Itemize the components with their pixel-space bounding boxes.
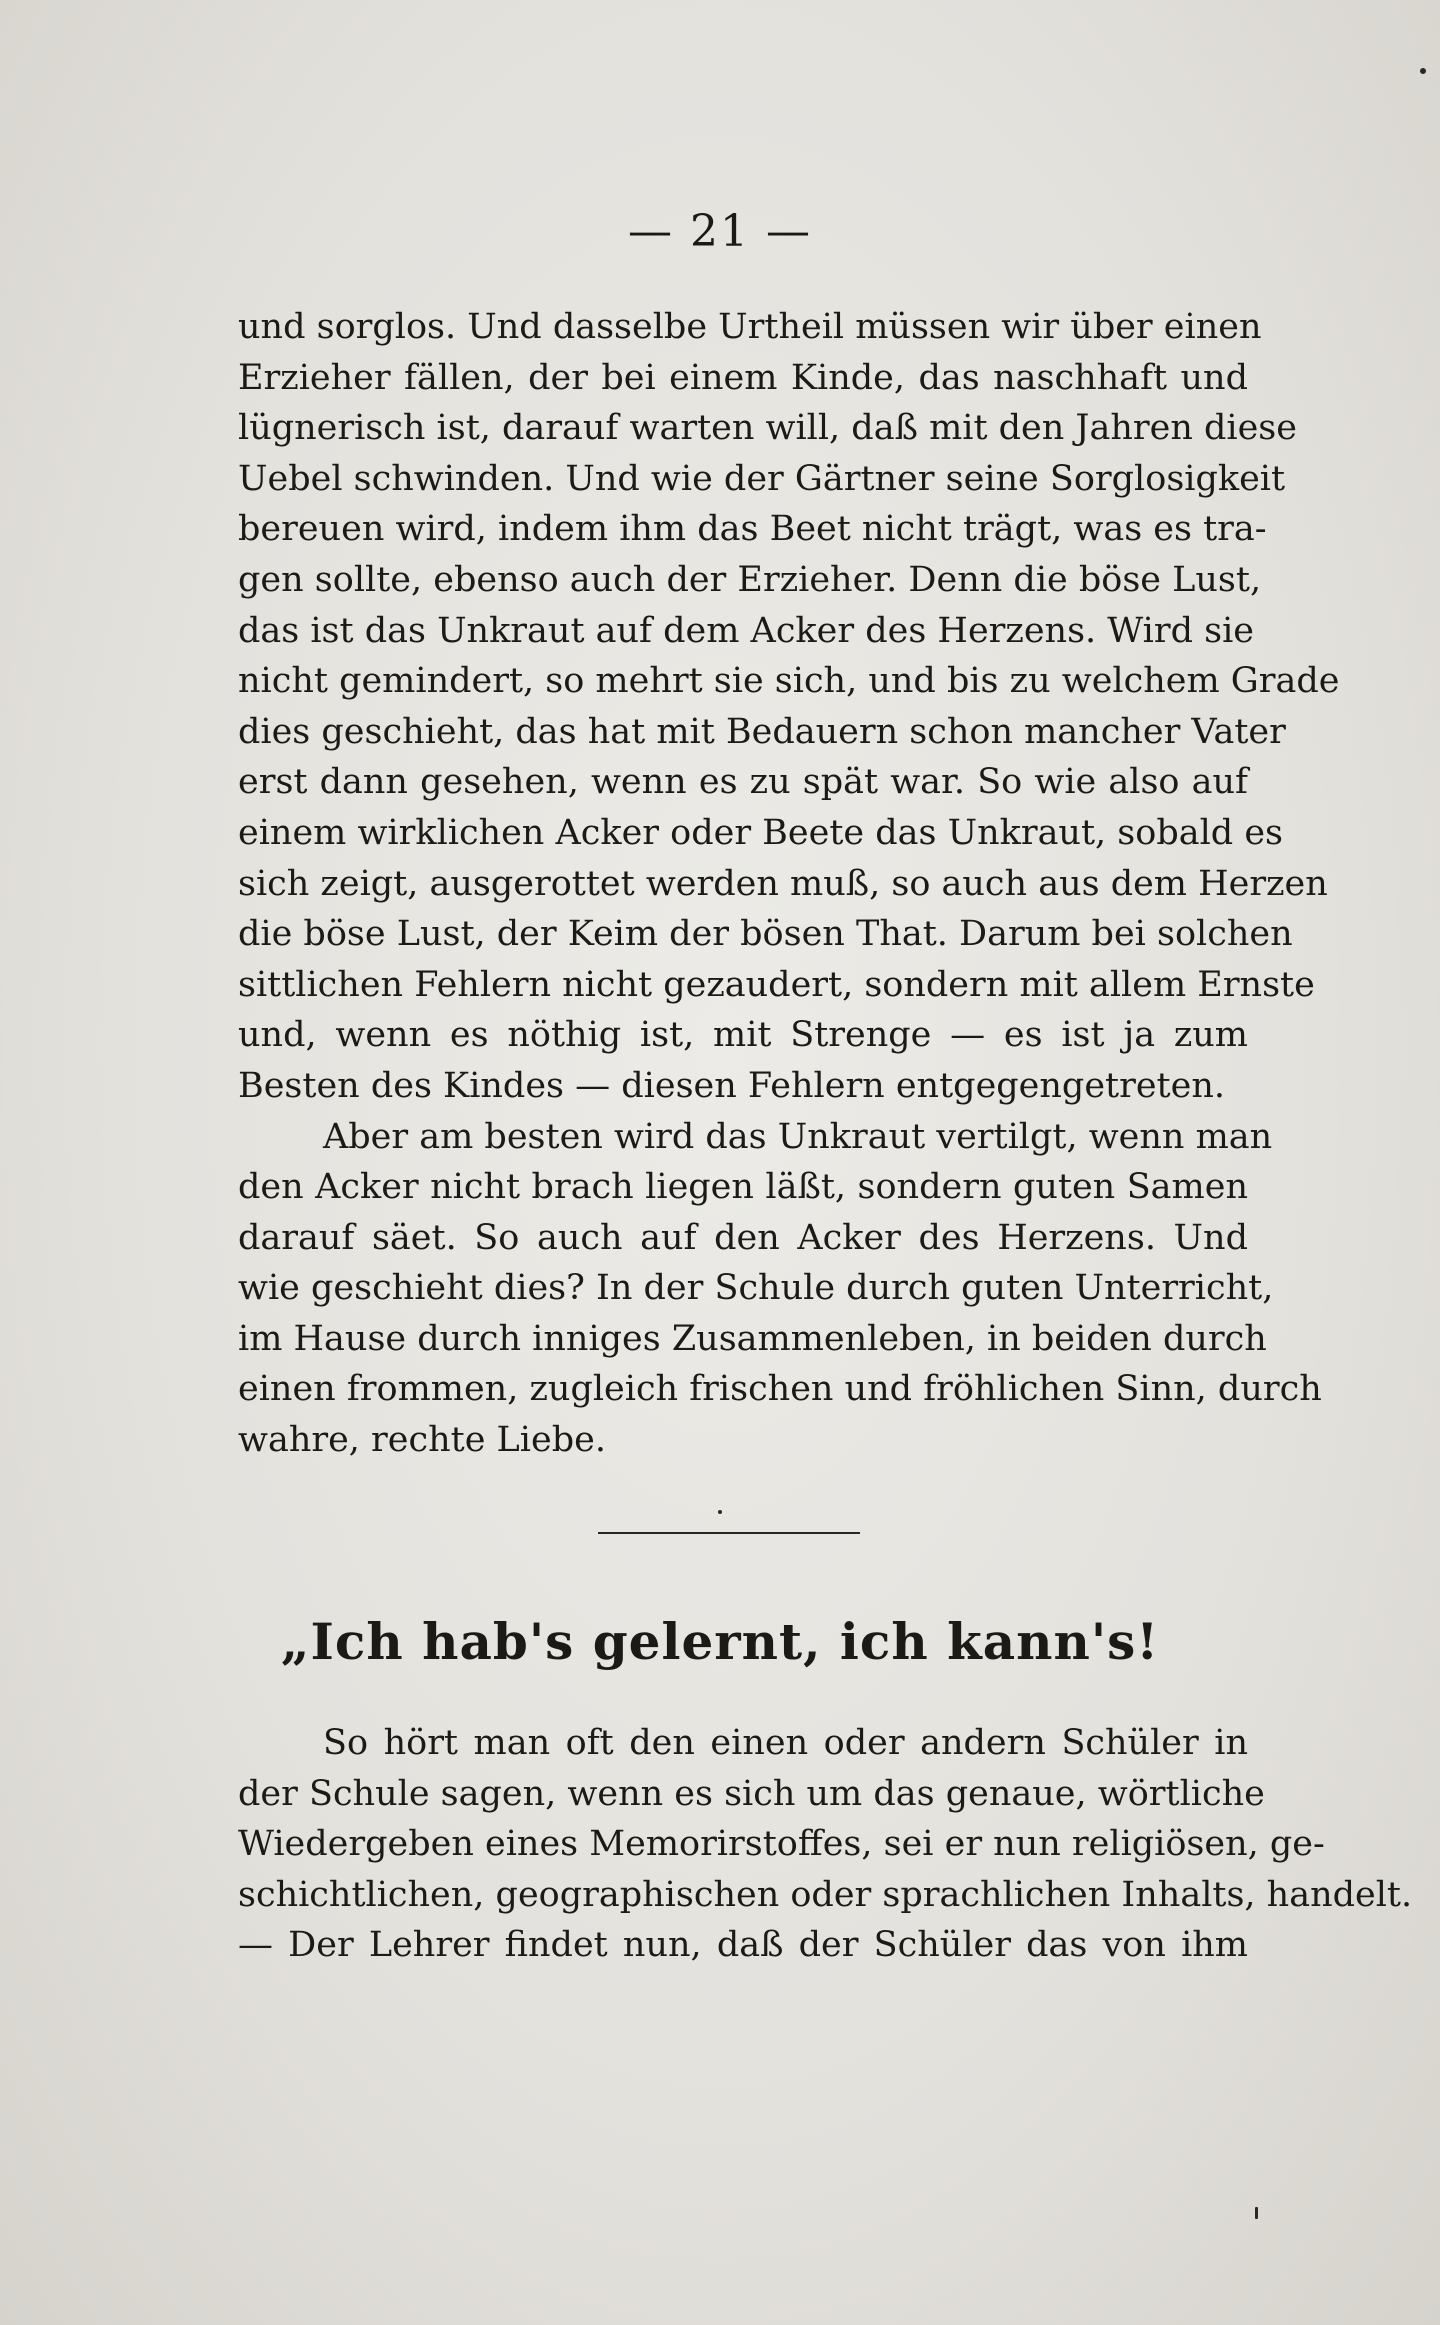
text-line: den Acker nicht brach liegen läßt, sondern guten Samen (238, 1167, 1248, 1208)
body-text-lower (238, 1718, 1413, 1971)
section-divider (598, 1532, 860, 1534)
text-line: Erzieher fällen, der bei einem Kinde, das naschhaft und (238, 357, 1248, 398)
text-line: und, wenn es nöthig ist, mit Strenge — es ist ja zum (238, 1015, 1248, 1056)
text-line: Aber am besten wird das Unkraut vertilgt, wenn man (323, 1116, 1273, 1157)
page-number: — 21 — (628, 206, 812, 257)
print-speck (1420, 68, 1426, 74)
text-line: sich zeigt, ausgerottet werden muß, so auch aus dem Herzen (238, 863, 1328, 904)
text-line: — Der Lehrer findet nun, daß der Schüler das von ihm (238, 1925, 1248, 1966)
text-line: dies geschieht, das hat mit Bedauern schon mancher Vater (238, 711, 1286, 752)
section-title: „Ich hab's gelernt, ich kann's! (280, 1612, 1160, 1671)
text-line: wahre, rechte Liebe. (238, 1420, 606, 1461)
print-speck (718, 1510, 722, 1514)
text-line: Uebel schwinden. Und wie der Gärtner seine Sorglosigkeit (238, 458, 1286, 499)
text-line: sittlichen Fehlern nicht gezaudert, sondern mit allem Ernste (238, 964, 1315, 1005)
text-line: wie geschieht dies? In der Schule durch guten Unterricht, (238, 1268, 1274, 1309)
text-line: gen sollte, ebenso auch der Erzieher. Denn die böse Lust, (238, 559, 1262, 600)
text-line: das ist das Unkraut auf dem Acker des Herzens. Wird sie (238, 610, 1254, 651)
text-line: erst dann gesehen, wenn es zu spät war. So wie also auf (238, 762, 1248, 803)
text-line: Besten des Kindes — diesen Fehlern entgegengetreten. (238, 1065, 1226, 1106)
print-speck (1255, 2207, 1258, 2219)
text-line: nicht gemindert, so mehrt sie sich, und bis zu welchem Grade (238, 661, 1340, 702)
text-line: lügnerisch ist, darauf warten will, daß mit den Jahren diese (238, 408, 1297, 449)
text-line: Wiedergeben eines Memorirstoffes, sei er nun religiösen, ge- (238, 1824, 1325, 1865)
text-line: der Schule sagen, wenn es sich um das genaue, wörtliche (238, 1773, 1265, 1814)
text-line: schichtlichen, geographischen oder sprachlichen Inhalts, handelt. (238, 1874, 1413, 1915)
body-text-upper (238, 302, 1340, 1466)
text-line: die böse Lust, der Keim der bösen That. Darum bei solchen (238, 914, 1293, 955)
text-line: So hört man oft den einen oder andern Schüler in (323, 1723, 1248, 1763)
text-line: bereuen wird, indem ihm das Beet nicht trägt, was es tra- (238, 509, 1267, 550)
text-line: darauf säet. So auch auf den Acker des Herzens. Und (238, 1217, 1248, 1258)
text-line: und sorglos. Und dasselbe Urtheil müssen wir über einen (238, 307, 1262, 347)
text-line: einem wirklichen Acker oder Beete das Unkraut, sobald es (238, 812, 1283, 853)
text-line: im Hause durch inniges Zusammenleben, in beiden durch (238, 1318, 1267, 1359)
text-line: einen frommen, zugleich frischen und fröhlichen Sinn, durch (238, 1369, 1322, 1410)
